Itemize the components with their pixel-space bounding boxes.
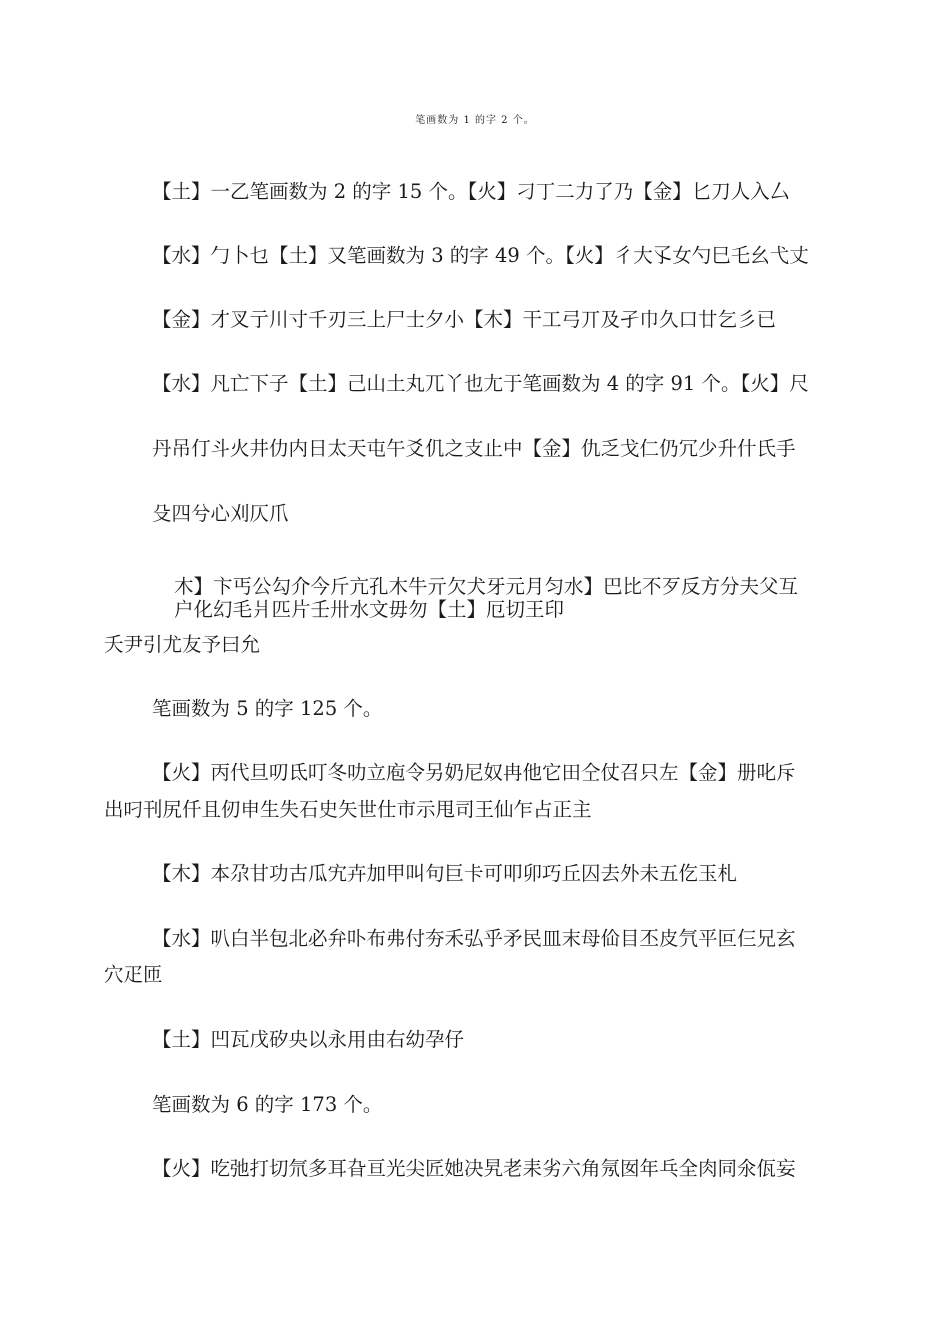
paragraph-line: 夭尹引尤友予曰允 (104, 633, 261, 656)
paragraph-line: 穴疋匝 (104, 963, 163, 986)
document-title: 笔画数为 1 的字 2 个。 (415, 115, 535, 126)
paragraph-line: 殳四兮心刈仄爪 (152, 502, 289, 525)
paragraph-line: 【水】勹卜乜【土】又笔画数为 3 的字 49 个。【火】彳大孓女勺巳乇幺弋丈 (152, 244, 809, 267)
paragraph-line: 【火】吃弛打切氘多耳旮亘光尖匠她决旯老耒劣六角氖囡年乓全肉同氽佤妄 (152, 1157, 796, 1180)
section-heading: 笔画数为 5 的字 125 个。 (152, 697, 383, 720)
paragraph-line: 【水】叭白半包北必弁卟布弗付夯禾弘乎矛民皿末母佡目丕皮氕平叵仨兄玄 (152, 927, 796, 950)
paragraph-line: 木】卞丐公勾介今斤亢孔木牛亓欠犬牙元月匀水】巴比不歹反方分夫父互 (174, 575, 799, 598)
paragraph-line: 【土】一乙笔画数为 2 的字 15 个。【火】刁丁二力了乃【金】匕刀人入厶 (152, 180, 790, 203)
paragraph-line: 户化幻毛爿匹片壬卅水文毋勿【土】厄切王印 (174, 598, 565, 621)
paragraph-line: 【金】才叉亍川寸千刃三上尸士夕小【木】干工弓丌及孑巾久口廿乞彡已 (152, 308, 777, 331)
section-heading: 笔画数为 6 的字 173 个。 (152, 1093, 383, 1116)
paragraph-line: 【火】丙代旦叨氐叮冬叻立庖令另奶尼奴冉他它田仝仗召只左【金】册叱斥 (152, 761, 796, 784)
paragraph-line: 【土】凹瓦戊矽央以永用由右幼孕仔 (152, 1028, 465, 1051)
paragraph-line: 出叼刊尻仟且仞申生失石史矢世仕市示甩司王仙乍占正主 (104, 798, 592, 821)
paragraph-line: 【水】凡亡下子【土】己山土丸兀丫也尢于笔画数为 4 的字 91 个。【火】尺 (152, 372, 809, 395)
paragraph-line: 【木】本尕甘功古瓜宄卉加甲叫句巨卡可叩卯巧丘囚去外未五仡玉札 (152, 862, 738, 885)
paragraph-line: 丹吊仃斗火井仂内日太天屯午爻仉之支止中【金】仇乏戈仁仍冗少升什氏手 (152, 437, 796, 460)
